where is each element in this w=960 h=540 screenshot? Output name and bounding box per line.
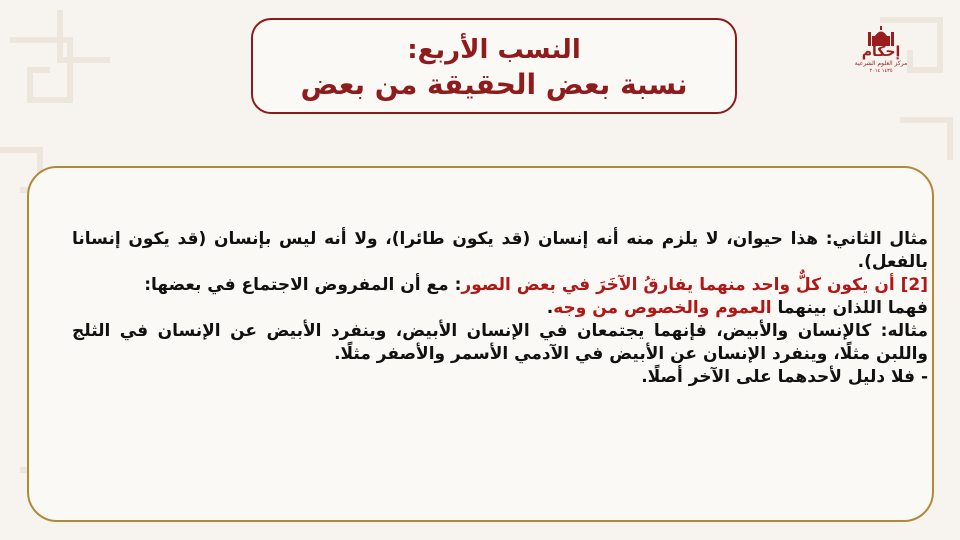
logo-date: ١٤٣٥ ٢٠١٤	[869, 68, 893, 74]
title-heading: النسب الأربع:	[407, 35, 581, 65]
logo-subtitle: مركز العلوم الشرعية	[854, 60, 908, 67]
paragraph-example-two: مثال الثاني: هذا حيوان، لا يلزم منه أنه إنسان (قد يكون طائرا)، ولا أنه ليس بإنسان (قد يكون إنسانا بالفعل).	[72, 229, 928, 272]
content-text	[72, 228, 928, 389]
logo-name: إحكام	[861, 44, 901, 60]
paragraph-case-two	[72, 274, 928, 297]
paragraph-relation	[72, 297, 928, 320]
title-subheading: نسبة بعض الحقيقة من بعض	[300, 68, 688, 101]
title-box	[251, 18, 737, 114]
relation-end: .	[546, 298, 554, 318]
mosque-icon	[868, 26, 894, 46]
case-number: [2]	[900, 275, 928, 295]
paragraph-conclusion: - فلا دليل لأحدهما على الآخر أصلًا.	[641, 367, 928, 387]
case-definition: أن يكون كلٌّ واحد منهما يفارقُ الآخَرَ في بعض الصور	[461, 275, 901, 295]
paragraph-example: مثاله: كالإنسان والأبيض، فإنهما يجتمعان في الإنسان الأبيض، وينفرد الأبيض عن الإنسان في الثلج واللبن مثلًا، وينفرد الإنسان عن الأبيض في الآدمي الأسمر والأصفر مثلًا.	[72, 321, 928, 364]
relation-term: العموم والخصوص من وجه	[553, 298, 772, 318]
logo	[848, 26, 914, 92]
case-condition: : مع أن المفروض الاجتماع في بعضها:	[144, 275, 462, 295]
relation-start: فهما اللذان بينهما	[771, 298, 928, 318]
